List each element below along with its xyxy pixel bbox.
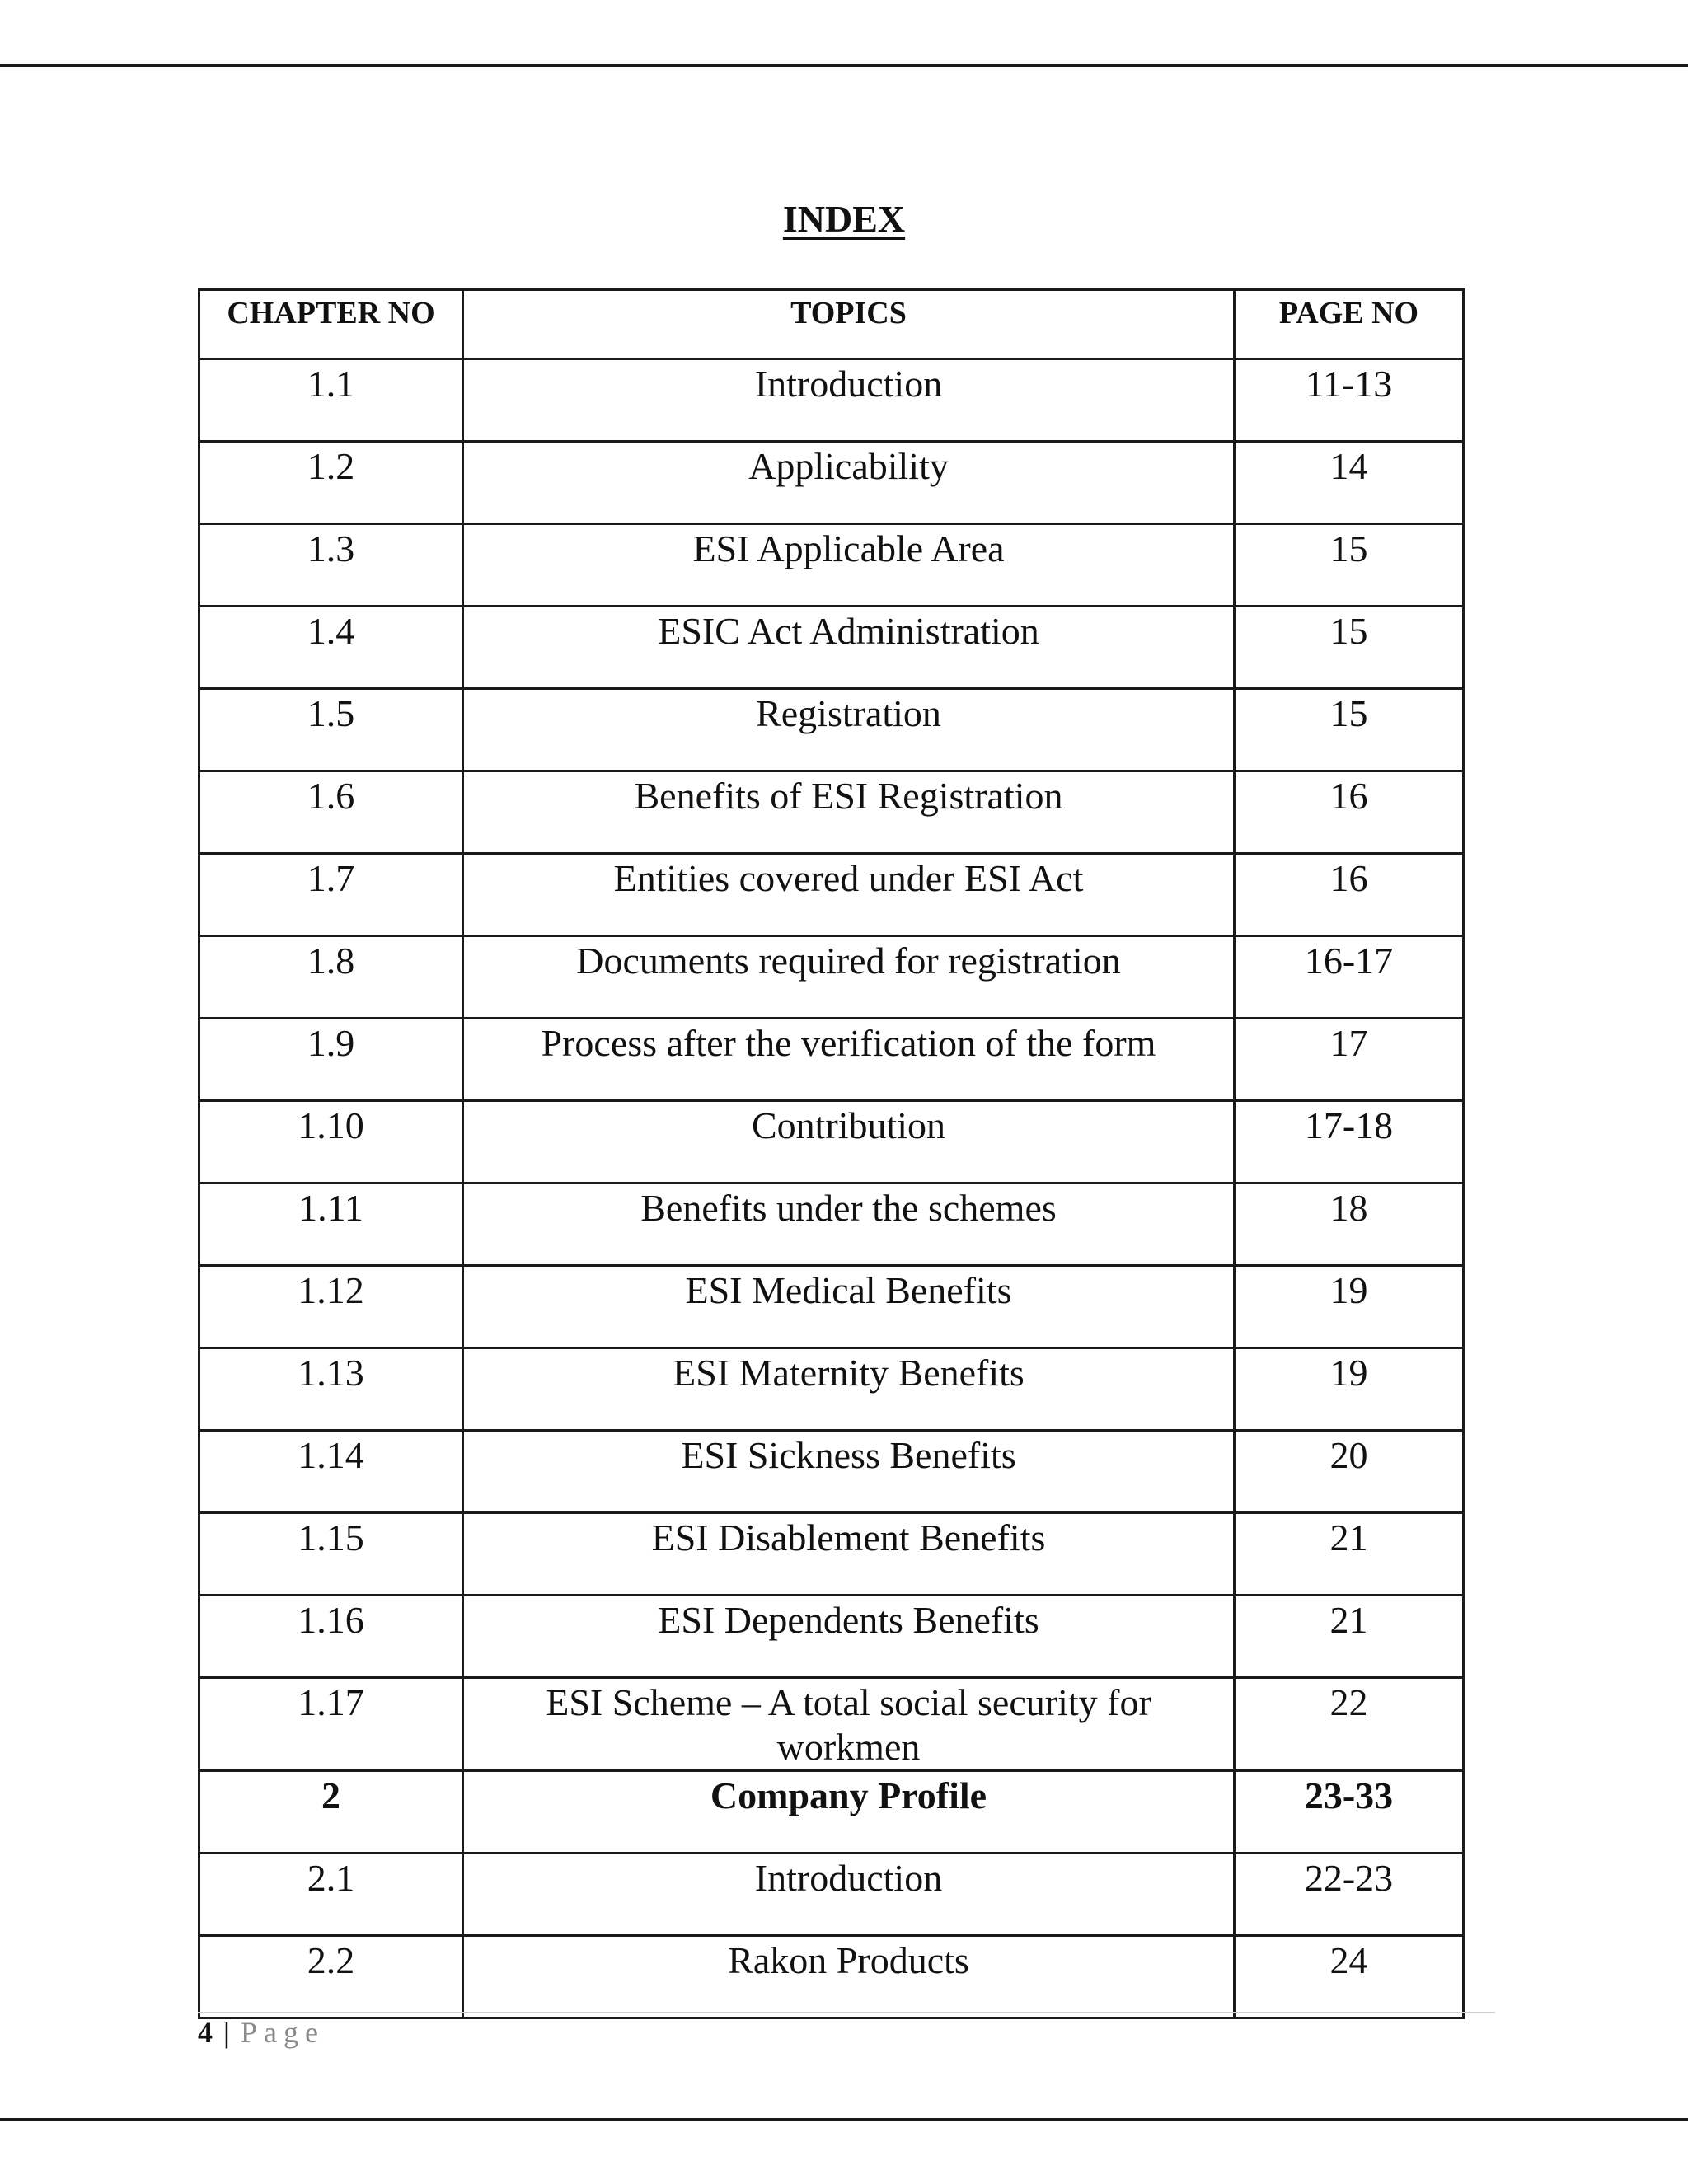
page-title: INDEX <box>782 198 906 240</box>
page-cell: 23-33 <box>1235 1771 1464 1854</box>
topic-cell: Benefits under the schemes <box>463 1183 1235 1266</box>
chapter-cell: 1.14 <box>199 1431 463 1513</box>
topic-cell: Introduction <box>463 359 1235 442</box>
table-header-row <box>199 290 1464 359</box>
topic-cell: ESIC Act Administration <box>463 607 1235 689</box>
page-cell: 22-23 <box>1235 1854 1464 1936</box>
page-cell: 11-13 <box>1235 359 1464 442</box>
table-row <box>199 1431 1464 1513</box>
topic-cell: ESI Maternity Benefits <box>463 1348 1235 1431</box>
topic-cell: ESI Disablement Benefits <box>463 1513 1235 1596</box>
table-row <box>199 936 1464 1019</box>
page-cell: 16 <box>1235 771 1464 854</box>
bottom-rule <box>0 2118 1688 2121</box>
page-cell: 15 <box>1235 607 1464 689</box>
page-cell: 19 <box>1235 1266 1464 1348</box>
table-row <box>199 1513 1464 1596</box>
page-footer <box>198 2013 325 2052</box>
chapter-cell: 1.7 <box>199 854 463 936</box>
chapter-cell: 1.13 <box>199 1348 463 1431</box>
table-row <box>199 359 1464 442</box>
chapter-cell: 1.6 <box>199 771 463 854</box>
chapter-cell: 1.16 <box>199 1596 463 1678</box>
index-table <box>198 288 1465 2019</box>
topic-line: ESI Scheme – A total social security for <box>546 1681 1151 1723</box>
page-cell: 21 <box>1235 1513 1464 1596</box>
table-row <box>199 1101 1464 1183</box>
topic-cell: Rakon Products <box>463 1936 1235 2018</box>
page-cell: 15 <box>1235 524 1464 607</box>
chapter-cell: 2.1 <box>199 1854 463 1936</box>
table-row <box>199 607 1464 689</box>
page-cell: 20 <box>1235 1431 1464 1513</box>
chapter-cell: 1.3 <box>199 524 463 607</box>
footer-separator: | <box>223 2016 232 2049</box>
page-cell: 16-17 <box>1235 936 1464 1019</box>
footer-divider <box>198 2012 1495 2013</box>
page-cell: 22 <box>1235 1678 1464 1771</box>
table-row <box>199 1854 1464 1936</box>
chapter-cell: 1.12 <box>199 1266 463 1348</box>
page-cell: 14 <box>1235 442 1464 524</box>
table-row <box>199 1596 1464 1678</box>
page-cell: 16 <box>1235 854 1464 936</box>
topic-cell: Documents required for registration <box>463 936 1235 1019</box>
chapter-cell: 2.2 <box>199 1936 463 2018</box>
page-cell: 17-18 <box>1235 1101 1464 1183</box>
header-chapter-no: CHAPTER NO <box>199 290 463 359</box>
topic-cell: ESI Medical Benefits <box>463 1266 1235 1348</box>
topic-cell: Process after the verification of the form <box>463 1019 1235 1101</box>
chapter-cell: 2 <box>199 1771 463 1854</box>
topic-cell: ESI Dependents Benefits <box>463 1596 1235 1678</box>
chapter-cell: 1.8 <box>199 936 463 1019</box>
chapter-cell: 1.9 <box>199 1019 463 1101</box>
chapter-cell: 1.17 <box>199 1678 463 1771</box>
topic-cell: ESI Sickness Benefits <box>463 1431 1235 1513</box>
table-row <box>199 1266 1464 1348</box>
table-row <box>199 1348 1464 1431</box>
table-row <box>199 689 1464 771</box>
page-number: 4 <box>198 2016 214 2049</box>
topic-cell: Entities covered under ESI Act <box>463 854 1235 936</box>
chapter-heading-row <box>199 1771 1464 1854</box>
topic-cell: Registration <box>463 689 1235 771</box>
header-page-no: PAGE NO <box>1235 290 1464 359</box>
topic-cell: Company Profile <box>463 1771 1235 1854</box>
table-row <box>199 1019 1464 1101</box>
topic-cell: Introduction <box>463 1854 1235 1936</box>
table-row <box>199 854 1464 936</box>
page-cell: 21 <box>1235 1596 1464 1678</box>
page-cell: 24 <box>1235 1936 1464 2018</box>
table-row <box>199 1183 1464 1266</box>
page-cell: 15 <box>1235 689 1464 771</box>
topic-cell: ESI Applicable Area <box>463 524 1235 607</box>
chapter-cell: 1.4 <box>199 607 463 689</box>
page-cell: 18 <box>1235 1183 1464 1266</box>
topic-cell: Benefits of ESI Registration <box>463 771 1235 854</box>
top-rule <box>0 64 1688 67</box>
topic-cell: Applicability <box>463 442 1235 524</box>
topic-line: workmen <box>776 1726 921 1768</box>
chapter-cell: 1.10 <box>199 1101 463 1183</box>
chapter-cell: 1.11 <box>199 1183 463 1266</box>
topic-cell <box>463 1678 1235 1771</box>
table-row <box>199 1678 1464 1771</box>
table-row <box>199 524 1464 607</box>
chapter-cell: 1.5 <box>199 689 463 771</box>
table-row <box>199 442 1464 524</box>
chapter-cell: 1.1 <box>199 359 463 442</box>
chapter-cell: 1.15 <box>199 1513 463 1596</box>
page-word: Page <box>240 2016 325 2049</box>
page-cell: 17 <box>1235 1019 1464 1101</box>
chapter-cell: 1.2 <box>199 442 463 524</box>
table-row <box>199 1936 1464 2018</box>
header-topics: TOPICS <box>463 290 1235 359</box>
page-cell: 19 <box>1235 1348 1464 1431</box>
topic-cell: Contribution <box>463 1101 1235 1183</box>
table-row <box>199 771 1464 854</box>
